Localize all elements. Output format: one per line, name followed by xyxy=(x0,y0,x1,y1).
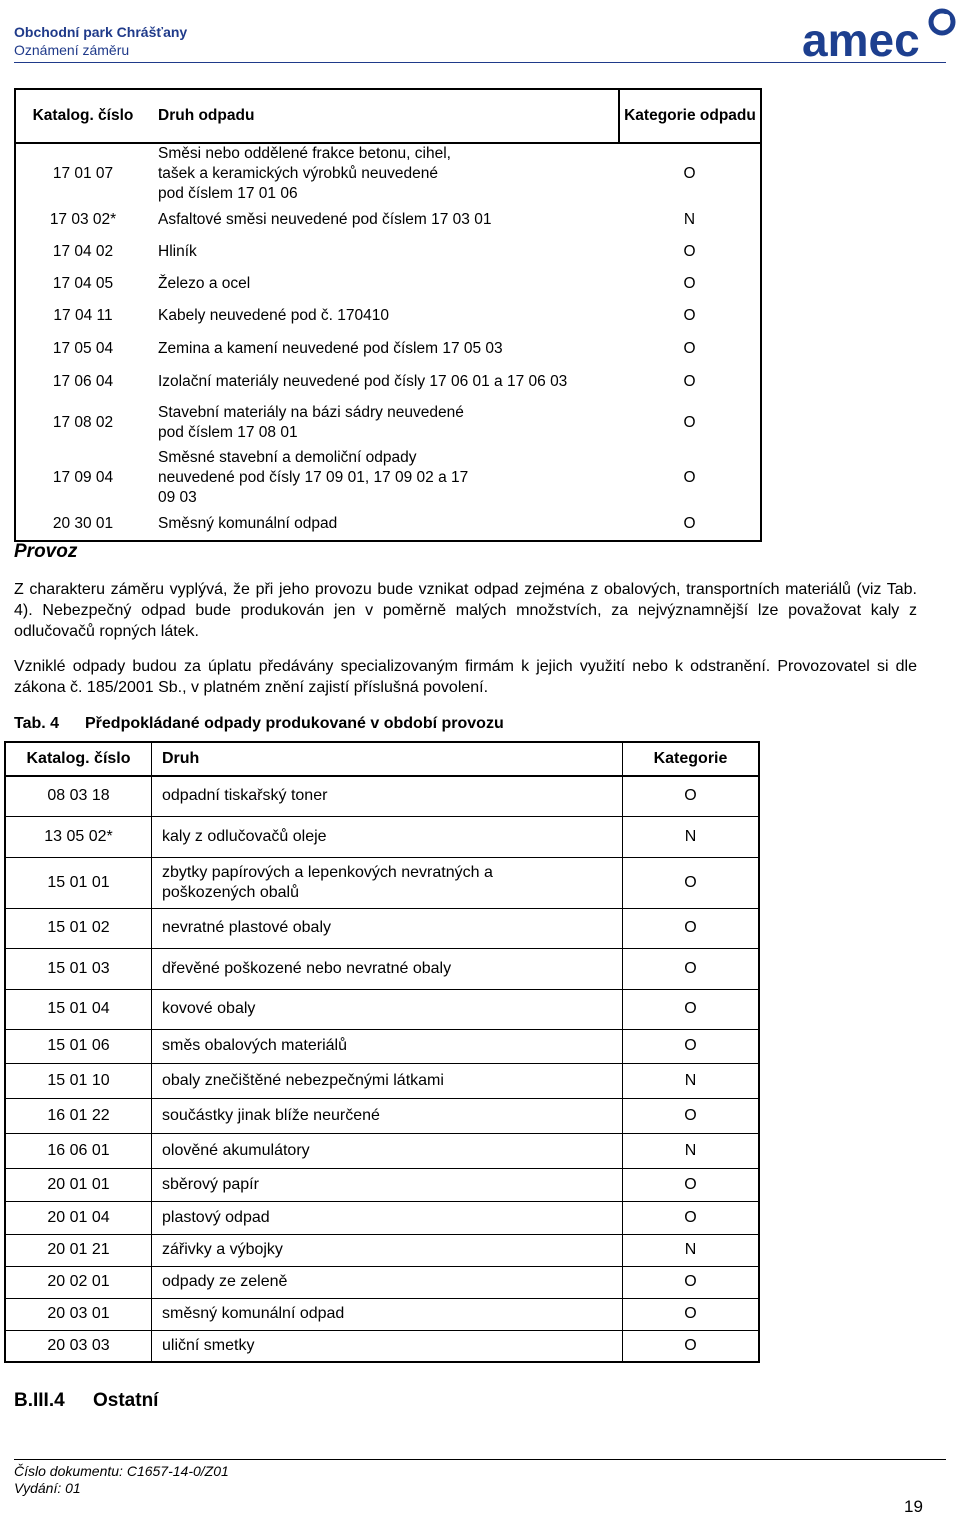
table-row xyxy=(5,1201,759,1234)
row-code: 15 01 02 xyxy=(5,908,152,948)
row-category: O xyxy=(623,1098,760,1133)
table-row xyxy=(15,143,761,204)
row-code: 20 03 03 xyxy=(5,1330,152,1362)
table-row xyxy=(5,1234,759,1266)
table-row xyxy=(15,365,761,398)
row-desc: Kabely neuvedené pod č. 170410 xyxy=(158,307,389,324)
table-row xyxy=(5,1168,759,1201)
document-subtitle: Oznámení záměru xyxy=(14,42,130,58)
table-row xyxy=(15,398,761,448)
row-desc: odpadní tiskařský toner xyxy=(152,776,623,816)
page-number: 19 xyxy=(904,1497,923,1516)
table-row xyxy=(15,236,761,268)
row-category: N xyxy=(623,1234,760,1266)
row-desc: součástky jinak blíže neurčené xyxy=(152,1098,623,1133)
table-row xyxy=(15,508,761,541)
row-code: 17 09 04 xyxy=(52,469,114,486)
row-desc: Směsi nebo oddělené frakce betonu, cihel, tašek a keramických výrobků neuvedené pod číslem 17 01 06 xyxy=(158,145,451,202)
operation-waste-table xyxy=(4,741,760,1363)
row-category: N xyxy=(623,1133,760,1168)
row-category: O xyxy=(683,165,696,182)
row-desc: zbytky papírových a lepenkových nevratných a poškozených obalů xyxy=(152,857,623,908)
row-category: O xyxy=(623,1298,760,1330)
logo-swirl-cut xyxy=(942,14,950,22)
row-code: 16 01 22 xyxy=(5,1098,152,1133)
row-code: 17 08 02 xyxy=(52,414,114,431)
col-header-code: Katalog. číslo xyxy=(15,89,150,143)
table-row xyxy=(5,908,759,948)
table-row xyxy=(5,1133,759,1168)
row-code: 20 01 04 xyxy=(5,1201,152,1234)
table-row xyxy=(5,776,759,816)
row-category: O xyxy=(623,1029,760,1063)
row-code: 17 04 05 xyxy=(52,275,114,292)
footer-divider xyxy=(14,1459,946,1460)
row-category: O xyxy=(683,515,696,532)
row-category: O xyxy=(623,776,760,816)
row-code: 16 06 01 xyxy=(5,1133,152,1168)
col-header-type: Druh odpadu xyxy=(150,89,619,143)
row-code: 17 04 11 xyxy=(53,307,113,324)
section-number: B.III.4 xyxy=(14,1390,65,1411)
table-row xyxy=(5,1266,759,1298)
row-code: 15 01 04 xyxy=(5,989,152,1029)
row-category: O xyxy=(683,372,696,390)
row-desc: Směsné stavební a demoliční odpady neuvedené pod čísly 17 09 01, 17 09 02 a 17 09 03 xyxy=(158,449,469,506)
row-category: O xyxy=(623,989,760,1029)
row-code: 17 06 04 xyxy=(52,372,114,390)
footer-document-number: Číslo dokumentu: C1657-14-0/Z01 xyxy=(14,1463,229,1479)
row-desc: kovové obaly xyxy=(152,989,623,1029)
row-desc: Hliník xyxy=(158,243,197,260)
row-desc: směs obalových materiálů xyxy=(152,1029,623,1063)
row-category: O xyxy=(683,414,696,431)
section-title: Ostatní xyxy=(93,1390,159,1411)
row-desc: Asfaltové směsi neuvedené pod číslem 17 03 01 xyxy=(158,211,492,228)
table-row xyxy=(5,1098,759,1133)
row-desc: odpady ze zeleně xyxy=(152,1266,623,1298)
row-code: 15 01 01 xyxy=(5,857,152,908)
row-code: 15 01 06 xyxy=(5,1029,152,1063)
row-category: O xyxy=(683,339,696,357)
row-code: 20 02 01 xyxy=(5,1266,152,1298)
row-desc: obaly znečištěné nebezpečnými látkami xyxy=(152,1063,623,1098)
row-desc: Směsný komunální odpad xyxy=(158,515,338,532)
row-code: 20 30 01 xyxy=(52,515,114,532)
table-row xyxy=(5,1298,759,1330)
row-category: O xyxy=(623,1168,760,1201)
row-category: O xyxy=(623,948,760,989)
row-category: O xyxy=(683,275,696,292)
table-caption: Předpokládané odpady produkované v období provozu xyxy=(85,715,504,732)
table-header-row xyxy=(15,89,761,143)
row-code: 13 05 02* xyxy=(5,816,152,857)
table-row xyxy=(5,1029,759,1063)
row-code: 08 03 18 xyxy=(5,776,152,816)
col-header-type: Druh xyxy=(152,742,623,776)
row-desc: směsný komunální odpad xyxy=(152,1298,623,1330)
row-category: O xyxy=(623,1201,760,1234)
amec-logo xyxy=(800,6,960,64)
row-desc: nevratné plastové obaly xyxy=(152,908,623,948)
row-desc: Železo a ocel xyxy=(158,275,251,292)
row-code: 15 01 10 xyxy=(5,1063,152,1098)
row-code: 15 01 03 xyxy=(5,948,152,989)
row-code: 17 03 02* xyxy=(49,211,117,228)
row-desc: Izolační materiály neuvedené pod čísly 17 06 01 a 17 06 03 xyxy=(158,372,568,390)
row-category: O xyxy=(683,307,696,324)
logo-wordmark: amec xyxy=(802,14,920,64)
row-category: O xyxy=(684,1336,697,1354)
row-code: 17 01 07 xyxy=(52,165,114,182)
table-row xyxy=(15,332,761,365)
provoz-paragraph-2: Vzniklé odpady budou za úplatu předávány specializovaným firmám k jejich využití nebo k odstranění. Provozovatel si dle zákona č. 185/2001 Sb., v platném znění zajistí příslušná povolení. xyxy=(14,658,917,696)
row-desc: olověné akumulátory xyxy=(152,1133,623,1168)
table-row xyxy=(15,204,761,236)
row-desc: zářivky a výbojky xyxy=(152,1234,623,1266)
row-category: O xyxy=(623,857,760,908)
provoz-paragraph-1: Z charakteru záměru vyplývá, že při jeho provozu bude vznikat odpad zejména z obalových, transportních materiálů (viz Tab. 4). Nebezpečný odpad bude produkován jen v poměrně malých množstvích, za nejvýznamnější lze považovat kaly z odlučovačů ropných látek. xyxy=(14,581,917,640)
row-code: 20 03 01 xyxy=(5,1298,152,1330)
table-row xyxy=(15,300,761,332)
provoz-heading: Provoz xyxy=(14,541,78,562)
col-header-category: Kategorie xyxy=(623,742,760,776)
row-desc: uliční smetky xyxy=(152,1330,623,1362)
table-row xyxy=(5,1330,759,1362)
table-row xyxy=(5,857,759,908)
document-title: Obchodní park Chrášťany xyxy=(14,24,188,40)
row-category: O xyxy=(623,1266,760,1298)
table-header-row xyxy=(5,742,759,776)
construction-waste-table xyxy=(14,88,762,542)
row-category: O xyxy=(623,908,760,948)
row-category: O xyxy=(683,243,696,260)
row-code: 17 04 02 xyxy=(52,243,114,260)
row-desc: sběrový papír xyxy=(152,1168,623,1201)
logo-swirl xyxy=(931,11,953,33)
table-row xyxy=(15,448,761,508)
row-category: N xyxy=(683,211,696,228)
row-code: 20 01 01 xyxy=(5,1168,152,1201)
row-desc: Zemina a kamení neuvedené pod číslem 17 05 03 xyxy=(158,339,503,357)
table-row xyxy=(5,948,759,989)
table-row xyxy=(5,989,759,1029)
footer-issue: Vydání: 01 xyxy=(14,1480,81,1496)
col-header-code: Katalog. číslo xyxy=(5,742,152,776)
row-category: N xyxy=(623,1063,760,1098)
row-desc: kaly z odlučovačů oleje xyxy=(152,816,623,857)
row-desc: dřevěné poškozené nebo nevratné obaly xyxy=(152,948,623,989)
row-code: 17 05 04 xyxy=(52,339,114,357)
table-row xyxy=(5,1063,759,1098)
table-label: Tab. 4 xyxy=(14,715,60,732)
row-category: N xyxy=(623,816,760,857)
row-code: 20 01 21 xyxy=(5,1234,152,1266)
row-desc: plastový odpad xyxy=(152,1201,623,1234)
table-row xyxy=(5,816,759,857)
table-row xyxy=(15,268,761,300)
col-header-category: Kategorie odpadu xyxy=(619,89,761,143)
row-desc: Stavební materiály na bázi sádry neuvedené pod číslem 17 08 01 xyxy=(158,404,464,441)
row-category: O xyxy=(683,469,696,486)
